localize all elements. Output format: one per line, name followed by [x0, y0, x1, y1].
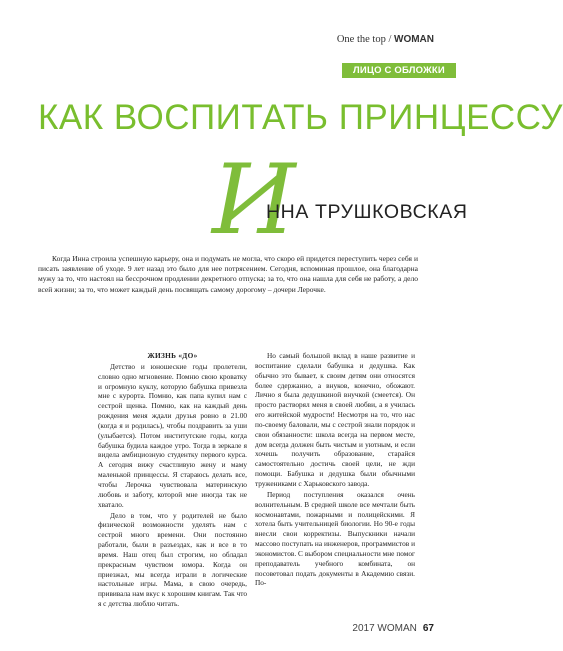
- page-number: 67: [422, 623, 434, 634]
- text-column-right: [255, 351, 415, 589]
- rubric-label: ЛИЦО С ОБЛОЖКИ: [342, 63, 456, 78]
- body-paragraph: Период поступления оказался очень волнительным. В средней школе все мечтали быть космонавтами, пожарными и полицейскими. Я хотела быть учительницей биологии. Но 90-е годы внесли свои корректизы. Выпускники начали массово поступать на инженеров, программистов и экономистов. С выбором специальности мне помог преподаватель учебного комбината, он посоветовал подать документы в Академию связи. По-: [255, 489, 415, 588]
- body-paragraph: Но самый большой вклад в наше развитие и воспитание сделали бабушка и дедушка. Как обычно это бывает, к своим детям они относятся более сдержанно, а внуков, конечно, обожают. Лично я была дедушкиной внучкой (смеется). Он просто растворял меня в своей любви, а я училась его житейской мудрости! Несмотря на то, что нас по-своему баловали, мы с сестрой знали порядок и свои обязанности: школа всегда на первом месте, дом всегда должен быть чистым и уютным, и если хочешь получить образование, старайся самостоятельно достичь своей цели, не жди помощи. Бабушка и дедушка были обычными тружениками с Харьковского завода.: [255, 351, 415, 488]
- body-paragraph: Дело в том, что у родителей не было физической возможности уделять нам с сестрой много времени. Они постоянно работали, были в разъездах, как и все в то время. Наш отец был строгим, но обладал прекрасным чувством юмора. Когда он приезжал, мы всегда играли в логические настольные игры. Мама, в свою очередь, прививала нам вкус к хорошим книгам. Так что я с детства люблю читать.: [98, 510, 247, 609]
- running-header: [337, 34, 434, 45]
- person-name: ННА ТРУШКОВСКАЯ: [266, 201, 468, 223]
- name-initial: И: [212, 144, 296, 256]
- issue-label: 2017 WOMAN: [352, 623, 417, 634]
- text-column-left: [98, 351, 247, 610]
- section-heading: ЖИЗНЬ «ДО»: [147, 351, 198, 360]
- lede-paragraph: Когда Инна строила успешную карьеру, она и подумать не могла, что скоро ей придется переступить через себя и писать заявление об уходе. 9 лет назад это было для нее потрясением. Сегодня, вспоминая прошлое, она благодарна мужу за то, что настоял на бессрочном продлении декретного отпуска; за то, что она нашла для себя не работу, а дело всей жизни; за то, что может каждый день посвящать самому дорогому – дочери Лерочке.: [38, 254, 418, 294]
- page-footer: [352, 623, 434, 634]
- running-header-section: One the top /: [336, 34, 394, 45]
- body-paragraph: Детство и юношеские годы пролетели, словно одно мгновение. Помню свою кроватку и огромную куклу, которую бабушка привезла мне с курорта. Помню, как папа купил нам с сестрой щенка. Помню, как на каждый день рождения меня ждали друзья ровно в 21.00 (когда я и родилась), чтобы поздравить за уши (улыбается). Потом институтские годы, когда бабушка будила каждое утро. Тогда в зеркале я видела амбициозную студентку первого курса. А сегодня вижу счастливую жену и маму маленькой принцессы. Я стараюсь делать все, чтобы Лерочка чувствовала материнскую любовь и заботу, которой мне иногда так не хватало.: [98, 361, 247, 509]
- running-header-magazine: WOMAN: [394, 34, 434, 45]
- article-headline: КАК ВОСПИТАТЬ ПРИНЦЕССУ: [38, 98, 563, 137]
